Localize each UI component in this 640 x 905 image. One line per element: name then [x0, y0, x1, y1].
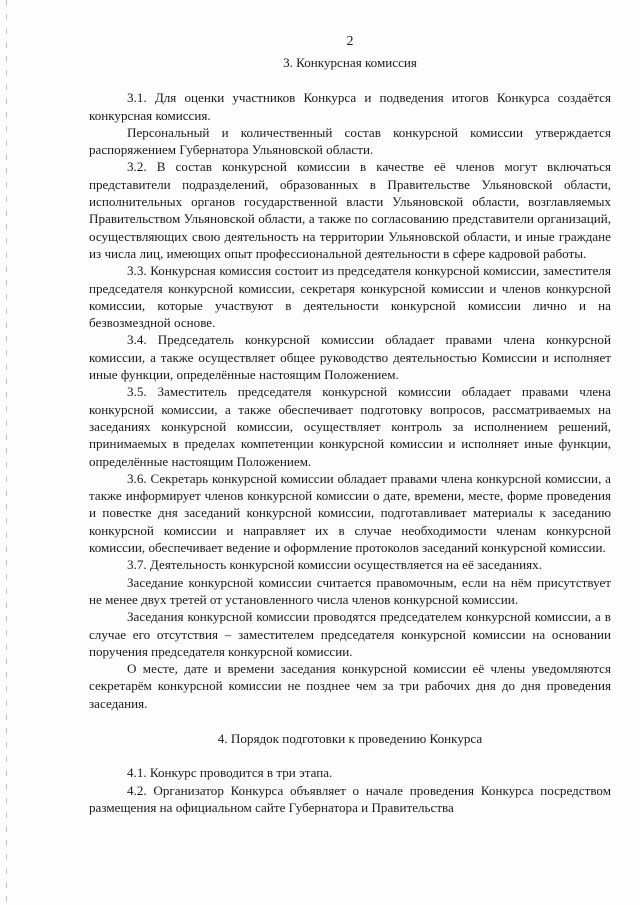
- section-3-heading: 3. Конкурсная комиссия: [283, 55, 417, 70]
- document-body: [89, 54, 611, 816]
- paragraph-3-6: 3.6. Секретарь конкурсной комиссии обладает правами члена конкурсной комиссии, а также информирует членов конкурсной комиссии о дате, времени, месте, форме проведения и повестке дня заседаний конкурсной комиссии, подготавливает материалы к заседанию конкурсной комиссии и направляет их в случае необходимости членам конкурсной комиссии, обеспечивает ведение и оформление протоколов заседаний конкурсной комиссии.: [89, 470, 611, 556]
- page-number: 2: [346, 34, 354, 49]
- paragraph-3-3: 3.3. Конкурсная комиссия состоит из председателя конкурсной комиссии, заместителя председателя конкурсной комиссии, секретаря конкурсной комиссии и членов конкурсной комиссии, которые участвуют в деятельности конкурсной комиссии лично и на безвозмездной основе.: [89, 263, 611, 331]
- paragraph-3-4: 3.4. Председатель конкурсной комиссии обладает правами члена конкурсной комиссии, а также осуществляет общее руководство деятельностью Комиссии и исполняет иные функции, определённые настоящим Положением.: [89, 332, 611, 383]
- paragraph-3-2: 3.2. В состав конкурсной комиссии в качестве её членов могут включаться представители подразделений, образованных в Правительстве Ульяновской области, исполнительных органов государственной власти Ульяновской области, возглавляемых Правительством Ульяновской области, а также по согласованию представители организаций, осуществляющих свою деятельность на территории Ульяновской области, и иные граждане из числа лиц, имеющих опыт профессиональной деятельности в сфере кадровой работы.: [89, 159, 611, 261]
- paragraph-3-7-notice: О месте, дате и времени заседания конкурсной комиссии её члены уведомляются секретарём конкурсной комиссии не позднее чем за три рабочих дня до дня проведения заседания.: [89, 661, 611, 711]
- scan-edge-mark: [6, 0, 7, 905]
- section-4-heading: 4. Порядок подготовки к проведению Конкурса: [217, 730, 483, 746]
- paragraph-4-1: 4.1. Конкурс проводится в три этапа.: [127, 765, 333, 781]
- paragraph-4-2: 4.2. Организатор Конкурса объявляет о начале проведения Конкурса посредством размещения на официальном сайте Губернатора и Правительства: [89, 782, 611, 815]
- paragraph-3-7-quorum: Заседание конкурсной комиссии считается правомочным, если на нём присутствует не менее двух третей от установленного числа членов конкурсной комиссии.: [89, 574, 611, 607]
- paragraph-3-5: 3.5. Заместитель председателя конкурсной комиссии обладает правами члена конкурсной комиссии, а также обеспечивает подготовку вопросов, рассматриваемых на заседаниях конкурсной комиссии, осуществляет контроль за исполнением решений, принимаемых в пределах компетенции конкурсной комиссии и исполняет иные функции, определённые настоящим Положением.: [89, 384, 611, 469]
- paragraph-3-1: 3.1. Для оценки участников Конкурса и подведения итогов Конкурса создаётся конкурсная комиссия.: [89, 90, 611, 123]
- paragraph-3-7: 3.7. Деятельность конкурсной комиссии осуществляется на её заседаниях.: [127, 557, 542, 573]
- paragraph-3-7-chairing: Заседания конкурсной комиссии проводятся председателем конкурсной комиссии, а в случае его отсутствия – заместителем председателя конкурсной комиссии на основании поручения председателя конкурсной комиссии.: [89, 609, 611, 659]
- paragraph-3-1-composition: Персональный и количественный состав конкурсной комиссии утверждается распоряжением Губернатора Ульяновской области.: [89, 124, 611, 158]
